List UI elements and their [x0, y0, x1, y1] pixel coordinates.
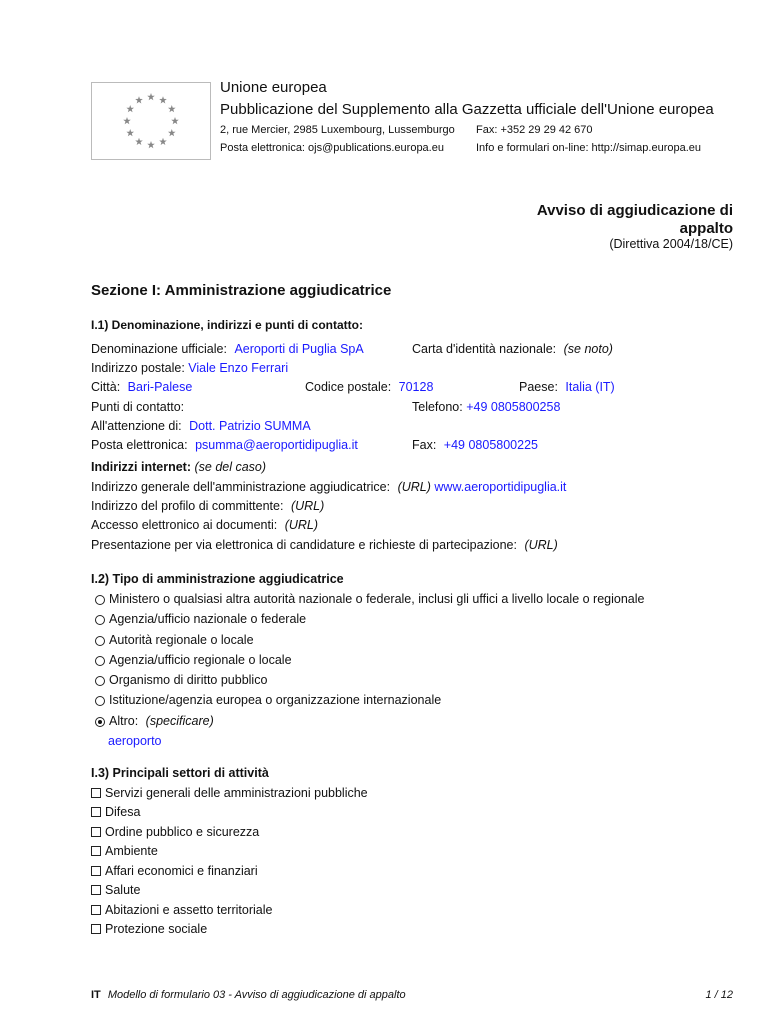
activity-option[interactable] — [91, 864, 258, 878]
star-icon — [126, 129, 134, 136]
star-icon — [147, 141, 155, 148]
email-value[interactable]: psumma@aeroportidipuglia.it — [195, 438, 358, 452]
postcode-row — [305, 380, 433, 394]
eu-flag-logo — [91, 82, 211, 160]
authority-type-option[interactable] — [95, 592, 645, 606]
official-name-label: Denominazione ufficiale: — [91, 342, 227, 356]
phone-label: Telefono: — [412, 400, 463, 414]
activity-label: Abitazioni e assetto territoriale — [105, 903, 273, 917]
authority-type-label: Organismo di diritto pubblico — [109, 673, 268, 687]
notice-title-line1: Avviso di aggiudicazione di — [536, 202, 733, 219]
section-title: Sezione I: Amministrazione aggiudicatrice — [91, 282, 392, 299]
footer-lang: IT — [91, 989, 101, 1001]
checkbox-icon[interactable] — [91, 807, 101, 817]
star-icon — [159, 96, 167, 103]
radio-icon[interactable] — [95, 676, 105, 686]
activity-option[interactable] — [91, 883, 140, 897]
star-icon — [168, 129, 176, 136]
postal-address-value: Viale Enzo Ferrari — [188, 361, 289, 375]
activity-label: Ordine pubblico e sicurezza — [105, 825, 260, 839]
radio-icon[interactable] — [95, 615, 105, 625]
authority-type-label: Ministero o qualsiasi altra autorità nazionale o federale, inclusi gli uffici a livello locale o regionale — [109, 592, 645, 606]
page-number: 1 / 12 — [705, 989, 733, 1001]
authority-type-option[interactable] — [95, 653, 292, 667]
electronic-access-label: Accesso elettronico ai documenti: — [91, 518, 278, 532]
fax-label: Fax: — [412, 438, 437, 452]
activity-option[interactable] — [91, 844, 158, 858]
electronic-submission-label: Presentazione per via elettronica di candidature e richieste di partecipazione: — [91, 538, 517, 552]
header-address: 2, rue Mercier, 2985 Luxembourg, Lussemburgo — [220, 124, 455, 136]
radio-icon[interactable] — [95, 696, 105, 706]
city-value: Bari-Palese — [127, 380, 193, 394]
radio-selected-icon[interactable] — [95, 717, 105, 727]
checkbox-icon[interactable] — [91, 885, 101, 895]
activity-label: Protezione sociale — [105, 922, 208, 936]
header-org: Unione europea — [220, 79, 327, 96]
star-icon — [168, 105, 176, 112]
star-icon — [159, 138, 167, 145]
star-icon — [147, 93, 155, 100]
activity-option[interactable] — [91, 786, 368, 800]
official-name-value: Aeroporti di Puglia SpA — [234, 342, 364, 356]
star-icon — [123, 117, 131, 124]
electronic-access-row — [91, 518, 318, 532]
star-icon — [171, 117, 179, 124]
i3-heading: I.3) Principali settori di attività — [91, 766, 269, 780]
electronic-submission-url-tag: (URL) — [524, 538, 558, 552]
authority-type-option[interactable] — [95, 673, 267, 687]
header-info: Info e formulari on-line: http://simap.europa.eu — [476, 142, 702, 154]
email-label: Posta elettronica: — [91, 438, 188, 452]
postcode-label: Codice postale: — [305, 380, 392, 394]
activity-option[interactable] — [91, 922, 207, 936]
activity-option[interactable] — [91, 805, 140, 819]
i1-heading: I.1) Denominazione, indirizzi e punti di contatto: — [91, 318, 363, 332]
checkbox-icon[interactable] — [91, 924, 101, 934]
other-value: aeroporto — [108, 734, 162, 748]
radio-icon[interactable] — [95, 656, 105, 666]
footer-form: Modello di formulario 03 - Avviso di aggiudicazione di appalto — [107, 989, 406, 1001]
header-fax: Fax: +352 29 29 42 670 — [476, 124, 593, 136]
general-address-link[interactable]: www.aeroportidipuglia.it — [434, 480, 567, 494]
radio-icon[interactable] — [95, 636, 105, 646]
general-address-url-tag: (URL) — [397, 480, 431, 494]
radio-icon[interactable] — [95, 595, 105, 605]
star-icon — [135, 138, 143, 145]
activity-option[interactable] — [91, 825, 259, 839]
authority-type-other-option[interactable] — [95, 714, 214, 728]
phone-row — [412, 400, 560, 414]
attention-value: Dott. Patrizio SUMMA — [189, 419, 311, 433]
checkbox-icon[interactable] — [91, 866, 101, 876]
buyer-profile-url-tag: (URL) — [290, 499, 325, 513]
header-publication: Pubblicazione del Supplemento alla Gazzetta ufficiale dell'Unione europea — [220, 101, 714, 118]
attention-row — [91, 419, 311, 433]
general-address-row — [91, 480, 566, 494]
postal-address-row — [91, 361, 288, 375]
postal-address-label: Indirizzo postale: — [91, 361, 185, 375]
activity-label: Difesa — [105, 805, 141, 819]
activity-label: Salute — [105, 883, 141, 897]
activity-label: Ambiente — [105, 844, 158, 858]
country-value: Italia (IT) — [565, 380, 615, 394]
eu-stars-icon — [92, 83, 210, 159]
authority-type-option[interactable] — [95, 693, 441, 707]
star-icon — [135, 96, 143, 103]
authority-type-label: Istituzione/agenzia europea o organizzazione internazionale — [109, 693, 442, 707]
email-row — [91, 438, 358, 452]
authority-type-label: Autorità regionale o locale — [109, 633, 254, 647]
national-id-value: (se noto) — [563, 342, 613, 356]
internet-note: (se del caso) — [194, 460, 267, 474]
fax-row — [412, 438, 538, 452]
notice-title-line2: appalto — [679, 220, 733, 237]
header-email: Posta elettronica: ojs@publications.europa.eu — [220, 142, 444, 154]
national-id-label: Carta d'identità nazionale: — [412, 342, 557, 356]
phone-value: +49 0805800258 — [466, 400, 561, 414]
country-row — [519, 380, 615, 394]
checkbox-icon[interactable] — [91, 827, 101, 837]
internet-label: Indirizzi internet: — [91, 460, 191, 474]
other-note: (specificare) — [145, 714, 214, 728]
official-name-row — [91, 342, 364, 356]
authority-type-label: Agenzia/ufficio regionale o locale — [109, 653, 292, 667]
city-label: Città: — [91, 380, 121, 394]
attention-label: All'attenzione di: — [91, 419, 182, 433]
notice-directive: (Direttiva 2004/18/CE) — [609, 237, 733, 251]
contact-points-label: Punti di contatto: — [91, 400, 185, 414]
fax-value: +49 0805800225 — [443, 438, 538, 452]
activity-label: Servizi generali delle amministrazioni pubbliche — [105, 786, 368, 800]
activity-option[interactable] — [91, 903, 272, 917]
country-label: Paese: — [519, 380, 558, 394]
i2-heading: I.2) Tipo di amministrazione aggiudicatrice — [91, 572, 344, 586]
electronic-submission-row — [91, 538, 558, 552]
footer-left — [91, 989, 406, 1001]
general-address-label: Indirizzo generale dell'amministrazione aggiudicatrice: — [91, 480, 391, 494]
internet-row — [91, 460, 266, 474]
star-icon — [126, 105, 134, 112]
city-row — [91, 380, 192, 394]
authority-type-option[interactable] — [95, 612, 306, 626]
other-label: Altro: — [109, 714, 139, 728]
authority-type-option[interactable] — [95, 633, 254, 647]
checkbox-icon[interactable] — [91, 788, 101, 798]
buyer-profile-label: Indirizzo del profilo di committente: — [91, 499, 284, 513]
checkbox-icon[interactable] — [91, 846, 101, 856]
checkbox-icon[interactable] — [91, 905, 101, 915]
postcode-value: 70128 — [398, 380, 434, 394]
national-id-row — [412, 342, 613, 356]
electronic-access-url-tag: (URL) — [284, 518, 319, 532]
activity-label: Affari economici e finanziari — [105, 864, 258, 878]
authority-type-label: Agenzia/ufficio nazionale o federale — [109, 612, 307, 626]
buyer-profile-row — [91, 499, 324, 513]
